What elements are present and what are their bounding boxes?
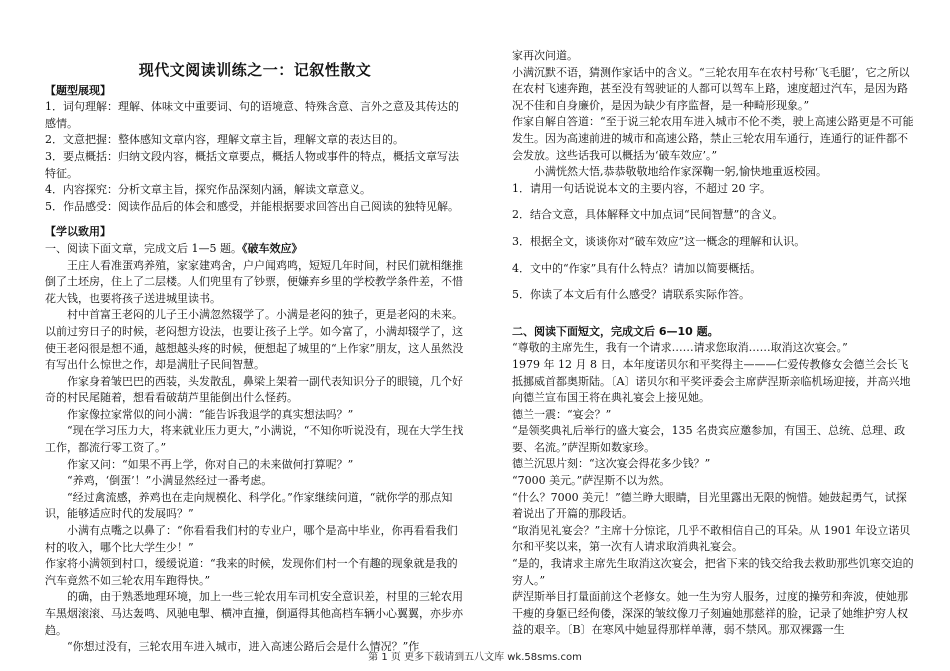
story-paragraph: 小满沉默不语，猜测作家话中的含义。“三轮农用车在农村号称‘飞毛腿’，它之所以在农村飞速奔跑，甚至没有驾驶证的人都可以驾车上路，速度超过汽车，是因为路况不佳和自身廉价，是因为缺少有序监督，是一种畸形现象。” [512, 65, 910, 112]
task1-instruction [45, 241, 465, 258]
story-paragraph: “养鸡，‘倒蛋’！”小满显然经过一番考虑。 [67, 474, 273, 488]
question-item: 2．结合文意，具体解释文中加点词“民间智慧”的含义。 [512, 208, 784, 222]
story2-paragraph: “7000 美元。”萨涅斯不以为然。 [512, 474, 671, 488]
story-paragraph: 小满有点嘴之以鼻了：“你看看我们村的专业户，哪个是高中毕业，你再看看我们村的收入，哪个比大学生少！” [45, 524, 458, 554]
task2-heading: 二、阅读下面短文，完成文后 6—10 题。 [512, 324, 719, 338]
story2-paragraph: “取消见礼宴会？”主席十分惊诧，几乎不敢相信自己的耳朵。从 1901 年设立诺贝尔和平奖以来，第一次有人请求取消典礼宴会。 [512, 523, 911, 554]
question-item: 3．根据全文，谈谈你对“破车效应”这一概念的理解和认识。 [512, 234, 806, 248]
story-paragraph: 作家像拉家常似的问小满：“能告诉我退学的真实想法吗？” [67, 407, 354, 421]
section-heading-practice: 【学以致用】 [45, 225, 111, 239]
story2-paragraph: 1979 年 12 月 8 日，本年度诺贝尔和平奖得主———仁爱传教修女会德兰会长飞抵挪威首都奥斯陆。〔A〕诺贝尔和平奖评委会主席萨涅斯亲临机场迎接，并高兴地向德兰宣布国王将在典礼宴会上接见她。 [512, 357, 911, 405]
story-paragraph: 作家又问：“如果不再上学，你对自己的未来做何打算呢？” [67, 457, 354, 471]
question-type-item: 3．要点概括：归纳文段内容，概括文章要点，概括人物或事件的特点，概括文章写法特征。 [45, 149, 459, 180]
story-paragraph: 作家身着皱巴巴的西装，头发散乱，鼻梁上架着一副代表知识分子的眼镜，几个好奇的村民尾随着，想看看破葫芦里能倒出什么怪药。 [45, 374, 463, 405]
story-paragraph: 作家自解自答道：“至于说三轮农用车进入城市不伦不类，驶上高速公路更是不可能发生。因为高速前进的城市和高速公路，禁止三轮农用车通行，连通行的证件都不会发放。这些话我可以概括为‘破车效应’。” [512, 115, 914, 162]
question-item: 4．文中的“作家”具有什么特点？请加以简要概括。 [512, 261, 762, 275]
task1-prefix: 一、阅读下面文章，完成文后 1—5 题。 [45, 241, 242, 255]
right-column [512, 48, 914, 639]
story2-paragraph: 萨涅斯举目打量面前这个老修女。她一生为穷人服务，过度的操劳和奔波，使她那干瘦的身躯已经佝偻，深深的皱纹像刀子刻遍她那慈祥的脸，记录了她维护穷人权益的艰辛。〔B〕在寒风中她显得那样单薄，弱不禁风。那双裸露一生 [512, 590, 908, 637]
task1-article-title: 《破车效应》 [242, 241, 303, 255]
story-paragraph: 王庄人看准蛋鸡养殖，家家建鸡舍，户户闻鸡鸣，短短几年时间，村民们就相继推倒了土坯房，住上了二层楼。人们兜里有了钞票，便嫌弃乡里的学校教学条件差，不惜花大钱，也要将孩子送进城里读书。 [45, 258, 463, 305]
story2-paragraph: “什么？7000 美元！”德兰睁大眼睛，目光里露出无限的惋惜。她鼓起勇气，试探着说出了开篇的那段话。 [512, 490, 907, 521]
question-item: 5．你读了本文后有什么感受？请联系实际作答。 [512, 288, 750, 302]
story-paragraph: 家再次问道。 [512, 49, 578, 62]
question-type-item: 2．文意把握：整体感知文章内容，理解文章主旨，理解文章的表达目的。 [45, 133, 404, 147]
story-paragraph: 作家将小满领到村口，缓缓说道：“我来的时候，发现你们村一个有趣的现象就是我的汽车竟然不如三轮农用车跑得快。” [45, 557, 458, 587]
section-heading-question-types: 【题型展现】 [45, 83, 111, 97]
question-type-item: 4．内容探究：分析文章主旨，探究作品深刻内涵，解读文章意义。 [45, 183, 371, 197]
story-paragraph: “经过禽流感，养鸡也在走向规模化、科学化。”作家继续问道，“就你学的那点知识，能够适应时代的发展吗？” [45, 490, 453, 521]
page-footer: 第 1 页 更多下载请到五八文库 wk.58sms.com [368, 652, 582, 663]
story-paragraph: “现在学习压力大，将来就业压力更大，”小满说，“不知你听说没有，现在大学生找工作，都流行零工资了。” [45, 424, 464, 455]
question-type-item: 1．词句理解：理解、体味文中重要词、句的语境意、特殊含意、言外之意及其传达的感情。 [45, 100, 459, 130]
page-title: 现代文阅读训练之一：记叙性散文 [138, 61, 372, 79]
story-paragraph: 的确，由于熟悉地理环境，加上一些三轮农用车司机安全意识差，村里的三轮农用车黑烟滚滚、马达轰鸣、风驰电掣、横冲直撞，倒逼得其他高档车辆小心翼翼，亦步亦趋。 [45, 590, 463, 637]
question-type-item: 5．作品感受：阅读作品后的体会和感受，并能根据要求回答出自己阅读的独特见解。 [45, 199, 459, 213]
story2-paragraph: “是的，我请求主席先生取消这次宴会，把省下来的钱交给我去救助那些饥寒交迫的穷人。” [512, 557, 914, 587]
story-paragraph: “你想过没有，三轮农用车进入城市，进入高速公路后会是什么情况？”作 [67, 640, 420, 654]
story2-paragraph: “尊敬的主席先生，我有一个请求……请求您取消……取消这次宴会。” [512, 341, 848, 355]
story-paragraph: 村中首富王老闷的儿子王小满忽然辍学了。小满是老闷的独子，更是老闷的未来。以前过穷日子的时候，老闷想方设法，也要让孩子上学。如今富了，小满却辍学了，这使王老闷很是想不通，越想越头疼的时候，便想起了城里的“上作家”朋友，这人虽然没有写出什么惊世之作，却是满肚子民间智慧。 [45, 308, 464, 372]
story2-paragraph: 德兰沉思片刻：“这次宴会得花多少钱？” [512, 457, 711, 471]
left-column [45, 36, 465, 656]
story-paragraph: 小满恍然大悟,恭恭敬敬地给作家深鞠一躬,愉快地重返校园。 [534, 165, 827, 179]
question-item: 1．请用一句话说说本文的主要内容，不超过 20 字。 [512, 181, 771, 195]
story2-paragraph: 德兰一震：“宴会？” [512, 407, 612, 421]
story2-paragraph: “是领奖典礼后举行的盛大宴会，135 名贵宾应邀参加，有国王、总统、总理、政要、名流。”萨涅斯如数家珍。 [512, 424, 906, 454]
